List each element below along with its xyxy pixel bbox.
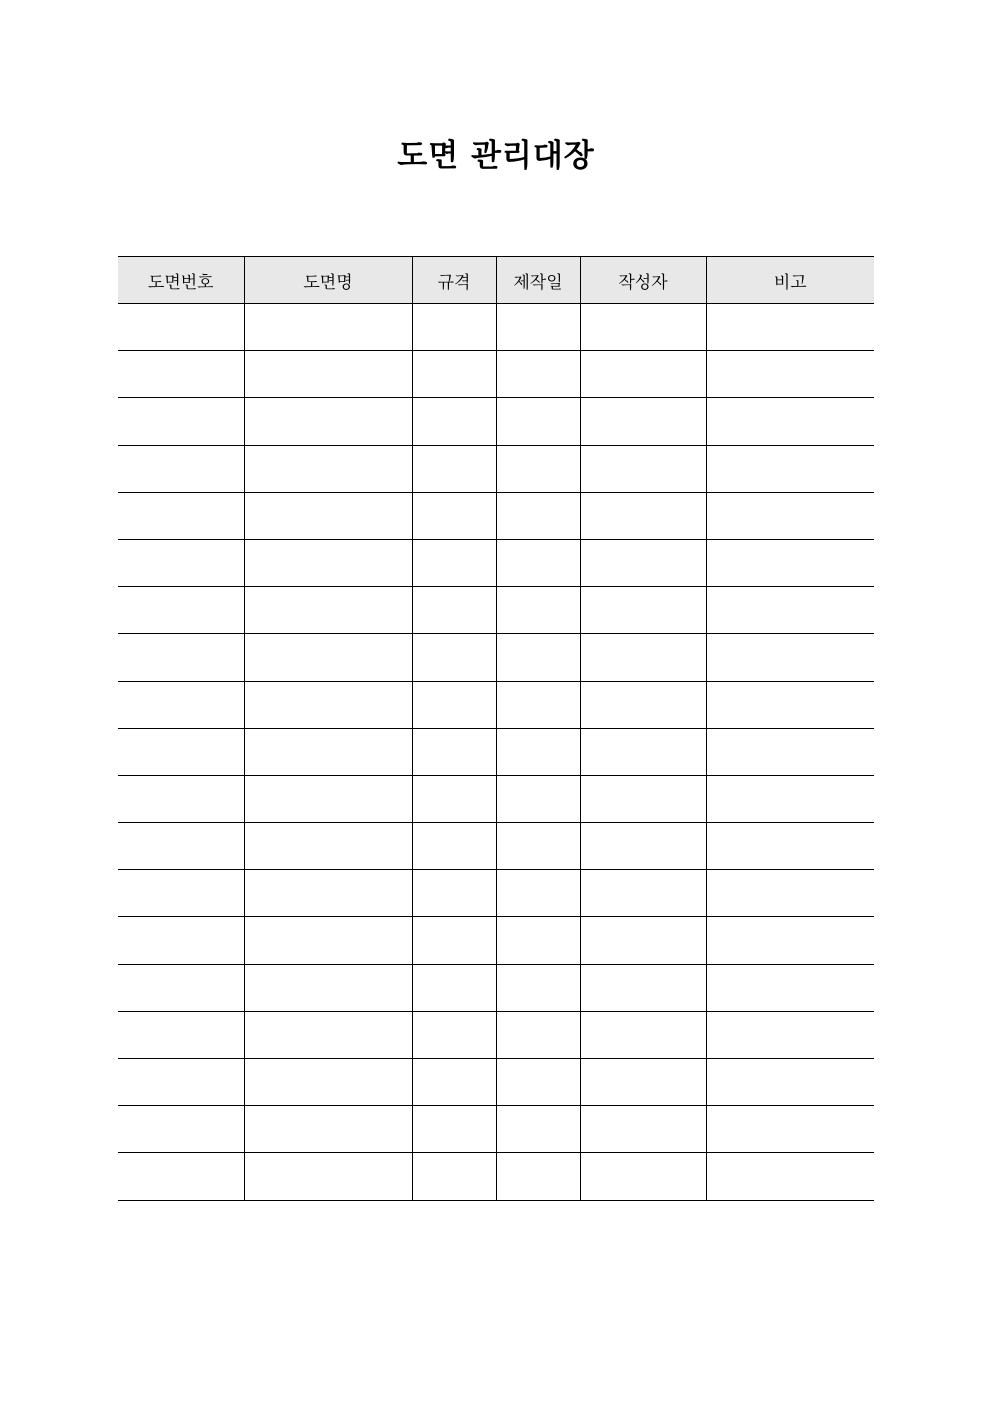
remarks-cell[interactable] xyxy=(706,681,874,728)
specification-cell[interactable] xyxy=(412,870,496,917)
production-date-cell[interactable] xyxy=(496,775,580,822)
production-date-cell[interactable] xyxy=(496,304,580,351)
production-date-cell[interactable] xyxy=(496,823,580,870)
drawing-name-cell[interactable] xyxy=(244,445,412,492)
drawing-name-cell[interactable] xyxy=(244,681,412,728)
specification-cell[interactable] xyxy=(412,1153,496,1200)
drawing-number-cell[interactable] xyxy=(118,1059,244,1106)
header-row xyxy=(118,257,874,304)
production-date-cell[interactable] xyxy=(496,728,580,775)
drawing-name-cell[interactable] xyxy=(244,351,412,398)
drawing-number-cell[interactable] xyxy=(118,634,244,681)
table-row xyxy=(118,1106,874,1153)
remarks-cell[interactable] xyxy=(706,587,874,634)
author-cell[interactable] xyxy=(580,1153,706,1200)
remarks-cell[interactable] xyxy=(706,917,874,964)
table-row xyxy=(118,823,874,870)
drawing-name-cell[interactable] xyxy=(244,1011,412,1058)
remarks-cell[interactable] xyxy=(706,351,874,398)
author-cell[interactable] xyxy=(580,445,706,492)
drawing-name-cell[interactable] xyxy=(244,1106,412,1153)
specification-cell[interactable] xyxy=(412,445,496,492)
production-date-cell[interactable] xyxy=(496,681,580,728)
remarks-cell[interactable] xyxy=(706,1011,874,1058)
drawing-number-cell[interactable] xyxy=(118,587,244,634)
table-row xyxy=(118,398,874,445)
drawing-register-table xyxy=(118,256,874,1201)
remarks-cell[interactable] xyxy=(706,1059,874,1106)
author-cell[interactable] xyxy=(580,964,706,1011)
drawing-name-cell[interactable] xyxy=(244,398,412,445)
production-date-cell[interactable] xyxy=(496,964,580,1011)
specification-cell[interactable] xyxy=(412,304,496,351)
table-header xyxy=(118,257,874,304)
specification-cell[interactable] xyxy=(412,1106,496,1153)
table-row xyxy=(118,917,874,964)
production-date-cell[interactable] xyxy=(496,351,580,398)
drawing-number-cell[interactable] xyxy=(118,870,244,917)
drawing-name-cell[interactable] xyxy=(244,917,412,964)
specification-cell[interactable] xyxy=(412,398,496,445)
drawing-number-cell[interactable] xyxy=(118,539,244,586)
drawing-name-cell[interactable] xyxy=(244,1153,412,1200)
drawing-number-cell[interactable] xyxy=(118,775,244,822)
column-header-production-date: 제작일 xyxy=(496,257,580,304)
column-header-specification: 규격 xyxy=(412,257,496,304)
remarks-cell[interactable] xyxy=(706,775,874,822)
author-cell[interactable] xyxy=(580,1011,706,1058)
specification-cell[interactable] xyxy=(412,964,496,1011)
table-row xyxy=(118,1153,874,1200)
author-cell[interactable] xyxy=(580,917,706,964)
table-row xyxy=(118,492,874,539)
drawing-name-cell[interactable] xyxy=(244,964,412,1011)
table-row xyxy=(118,445,874,492)
drawing-number-cell[interactable] xyxy=(118,728,244,775)
specification-cell[interactable] xyxy=(412,1059,496,1106)
remarks-cell[interactable] xyxy=(706,634,874,681)
remarks-cell[interactable] xyxy=(706,823,874,870)
specification-cell[interactable] xyxy=(412,728,496,775)
production-date-cell[interactable] xyxy=(496,870,580,917)
author-cell[interactable] xyxy=(580,492,706,539)
table-row xyxy=(118,351,874,398)
remarks-cell[interactable] xyxy=(706,539,874,586)
drawing-number-cell[interactable] xyxy=(118,1106,244,1153)
drawing-number-cell[interactable] xyxy=(118,492,244,539)
drawing-number-cell[interactable] xyxy=(118,964,244,1011)
drawing-number-cell[interactable] xyxy=(118,917,244,964)
author-cell[interactable] xyxy=(580,587,706,634)
production-date-cell[interactable] xyxy=(496,539,580,586)
drawing-number-cell[interactable] xyxy=(118,1153,244,1200)
production-date-cell[interactable] xyxy=(496,587,580,634)
production-date-cell[interactable] xyxy=(496,1106,580,1153)
drawing-number-cell[interactable] xyxy=(118,1011,244,1058)
specification-cell[interactable] xyxy=(412,775,496,822)
column-header-author: 작성자 xyxy=(580,257,706,304)
drawing-name-cell[interactable] xyxy=(244,1059,412,1106)
drawing-number-cell[interactable] xyxy=(118,681,244,728)
remarks-cell[interactable] xyxy=(706,398,874,445)
specification-cell[interactable] xyxy=(412,539,496,586)
remarks-cell[interactable] xyxy=(706,964,874,1011)
specification-cell[interactable] xyxy=(412,351,496,398)
author-cell[interactable] xyxy=(580,823,706,870)
drawing-name-cell[interactable] xyxy=(244,775,412,822)
table-body xyxy=(118,304,874,1201)
table-row xyxy=(118,870,874,917)
table-row xyxy=(118,964,874,1011)
table-row xyxy=(118,728,874,775)
author-cell[interactable] xyxy=(580,304,706,351)
column-header-drawing-number: 도면번호 xyxy=(118,257,244,304)
remarks-cell[interactable] xyxy=(706,1106,874,1153)
remarks-cell[interactable] xyxy=(706,1153,874,1200)
specification-cell[interactable] xyxy=(412,823,496,870)
drawing-name-cell[interactable] xyxy=(244,304,412,351)
table-row xyxy=(118,1011,874,1058)
drawing-number-cell[interactable] xyxy=(118,351,244,398)
table-row xyxy=(118,681,874,728)
page-title: 도면 관리대장 xyxy=(397,138,595,174)
table-row xyxy=(118,539,874,586)
production-date-cell[interactable] xyxy=(496,1011,580,1058)
specification-cell[interactable] xyxy=(412,587,496,634)
production-date-cell[interactable] xyxy=(496,492,580,539)
drawing-name-cell[interactable] xyxy=(244,823,412,870)
table-row xyxy=(118,587,874,634)
specification-cell[interactable] xyxy=(412,681,496,728)
remarks-cell[interactable] xyxy=(706,304,874,351)
author-cell[interactable] xyxy=(580,351,706,398)
production-date-cell[interactable] xyxy=(496,634,580,681)
drawing-name-cell[interactable] xyxy=(244,539,412,586)
production-date-cell[interactable] xyxy=(496,1059,580,1106)
table-row xyxy=(118,775,874,822)
author-cell[interactable] xyxy=(580,1059,706,1106)
remarks-cell[interactable] xyxy=(706,492,874,539)
author-cell[interactable] xyxy=(580,634,706,681)
table-row xyxy=(118,634,874,681)
drawing-number-cell[interactable] xyxy=(118,445,244,492)
table-row xyxy=(118,1059,874,1106)
drawing-name-cell[interactable] xyxy=(244,728,412,775)
specification-cell[interactable] xyxy=(412,634,496,681)
specification-cell[interactable] xyxy=(412,492,496,539)
production-date-cell[interactable] xyxy=(496,917,580,964)
drawing-number-cell[interactable] xyxy=(118,304,244,351)
author-cell[interactable] xyxy=(580,1106,706,1153)
drawing-name-cell[interactable] xyxy=(244,492,412,539)
drawing-number-cell[interactable] xyxy=(118,398,244,445)
column-header-remarks: 비고 xyxy=(706,257,874,304)
author-cell[interactable] xyxy=(580,539,706,586)
author-cell[interactable] xyxy=(580,775,706,822)
table-row xyxy=(118,304,874,351)
drawing-number-cell[interactable] xyxy=(118,823,244,870)
production-date-cell[interactable] xyxy=(496,398,580,445)
remarks-cell[interactable] xyxy=(706,728,874,775)
column-header-drawing-name: 도면명 xyxy=(244,257,412,304)
author-cell[interactable] xyxy=(580,398,706,445)
author-cell[interactable] xyxy=(580,681,706,728)
production-date-cell[interactable] xyxy=(496,1153,580,1200)
production-date-cell[interactable] xyxy=(496,445,580,492)
drawing-name-cell[interactable] xyxy=(244,634,412,681)
author-cell[interactable] xyxy=(580,728,706,775)
remarks-cell[interactable] xyxy=(706,445,874,492)
remarks-cell[interactable] xyxy=(706,870,874,917)
specification-cell[interactable] xyxy=(412,917,496,964)
drawing-name-cell[interactable] xyxy=(244,870,412,917)
drawing-name-cell[interactable] xyxy=(244,587,412,634)
specification-cell[interactable] xyxy=(412,1011,496,1058)
author-cell[interactable] xyxy=(580,870,706,917)
